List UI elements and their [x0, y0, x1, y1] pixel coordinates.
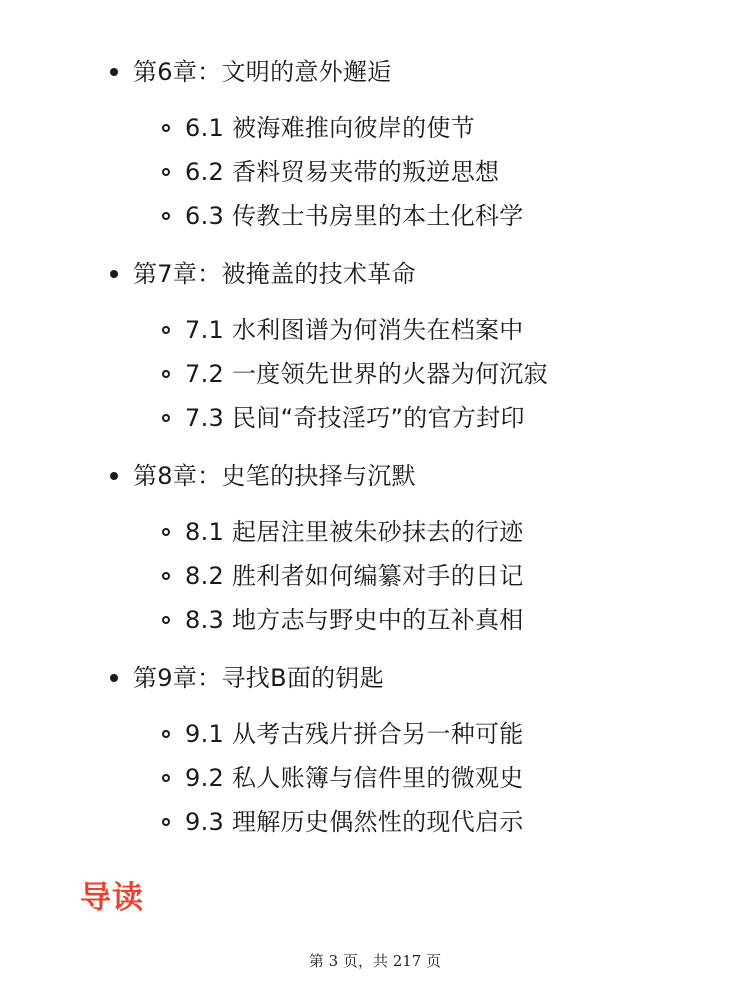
section-item[interactable] — [162, 512, 524, 552]
section-item[interactable] — [162, 600, 524, 640]
section-title: 7.2 一度领先世界的火器为何沉寂 — [185, 360, 548, 388]
chapter-title: 第6章：文明的意外邂逅 — [133, 58, 392, 86]
section-title: 9.1 从考古残片拼合另一种可能 — [185, 720, 524, 748]
section-heading: 导读 — [80, 880, 144, 916]
chapter-item[interactable] — [110, 456, 416, 496]
section-title: 6.1 被海难推向彼岸的使节 — [185, 114, 475, 142]
hollow-bullet-icon — [162, 370, 170, 378]
hollow-bullet-icon — [162, 616, 170, 624]
hollow-bullet-icon — [162, 414, 170, 422]
section-title: 8.2 胜利者如何编纂对手的日记 — [185, 562, 524, 590]
chapter-title: 第8章：史笔的抉择与沉默 — [133, 462, 416, 490]
section-item[interactable] — [162, 354, 548, 394]
chapter-item[interactable] — [110, 52, 392, 92]
section-title: 9.2 私人账簿与信件里的微观史 — [185, 764, 524, 792]
filled-bullet-icon — [110, 674, 118, 682]
section-item[interactable] — [162, 152, 499, 192]
hollow-bullet-icon — [162, 818, 170, 826]
section-title: 7.1 水利图谱为何消失在档案中 — [185, 316, 524, 344]
filled-bullet-icon — [110, 68, 118, 76]
section-item[interactable] — [162, 556, 524, 596]
section-item[interactable] — [162, 802, 524, 842]
section-item[interactable] — [162, 108, 475, 148]
hollow-bullet-icon — [162, 730, 170, 738]
section-item[interactable] — [162, 196, 524, 236]
section-title: 8.1 起居注里被朱砂抹去的行迹 — [185, 518, 524, 546]
hollow-bullet-icon — [162, 572, 170, 580]
section-title: 6.3 传教士书房里的本土化科学 — [185, 202, 524, 230]
chapter-title: 第7章：被掩盖的技术革命 — [133, 260, 416, 288]
section-item[interactable] — [162, 758, 524, 798]
filled-bullet-icon — [110, 472, 118, 480]
hollow-bullet-icon — [162, 168, 170, 176]
section-item[interactable] — [162, 310, 524, 350]
section-title: 9.3 理解历史偶然性的现代启示 — [185, 808, 524, 836]
section-item[interactable] — [162, 714, 524, 754]
hollow-bullet-icon — [162, 326, 170, 334]
chapter-item[interactable] — [110, 658, 384, 698]
section-title: 8.3 地方志与野史中的互补真相 — [185, 606, 524, 634]
chapter-item[interactable] — [110, 254, 416, 294]
chapter-title: 第9章：寻找B面的钥匙 — [133, 664, 385, 692]
section-title: 6.2 香料贸易夹带的叛逆思想 — [185, 158, 500, 186]
filled-bullet-icon — [110, 270, 118, 278]
hollow-bullet-icon — [162, 124, 170, 132]
hollow-bullet-icon — [162, 528, 170, 536]
section-title: 7.3 民间“奇技淫巧”的官方封印 — [185, 404, 525, 432]
section-item[interactable] — [162, 398, 525, 438]
page-number-footer: 第 3 页，共 217 页 — [308, 952, 442, 970]
hollow-bullet-icon — [162, 774, 170, 782]
hollow-bullet-icon — [162, 212, 170, 220]
